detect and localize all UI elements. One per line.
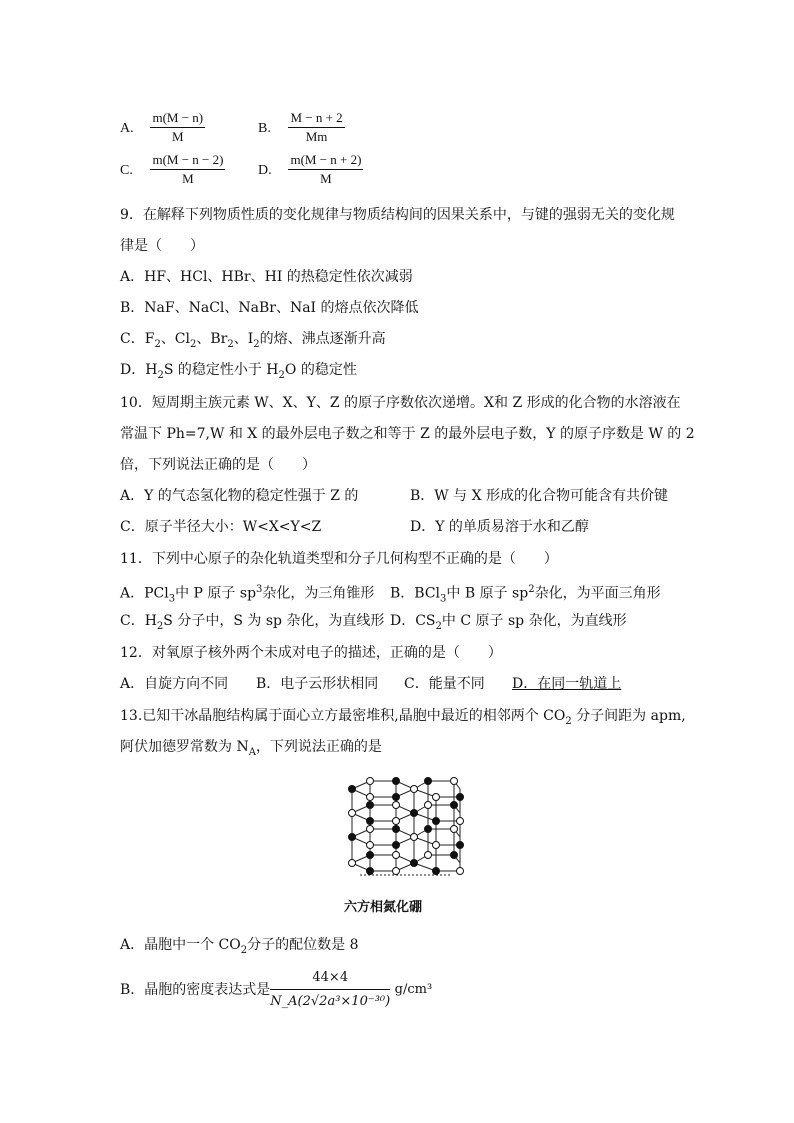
q9-c-sub: 2	[253, 338, 260, 350]
q11-c-text: S 分子中，S 为 sp 杂化，为直线形	[163, 613, 385, 629]
q9-option-d	[120, 360, 357, 386]
q13-stem-text: ，下列说法正确的是	[255, 739, 382, 755]
q8-c-numerator: m(M − n − 2)	[150, 152, 225, 170]
q13-option-a	[120, 935, 358, 961]
q8-d-denominator: M	[320, 171, 332, 186]
q9-option-a: A．HF、HCl、HBr、HI 的热稳定性依次减弱	[120, 269, 413, 285]
q11-d-text: 中 C 原子 sp 杂化，为直线形	[441, 613, 627, 629]
q13-a-text: A．晶胞中一个 CO	[120, 937, 241, 953]
q8-option-a-label: A.	[120, 120, 134, 136]
q8-option-d-label: D.	[258, 162, 272, 178]
figure-caption: 六方相氮化硼	[344, 900, 423, 915]
q11-a-text: 中 P 原子 sp	[175, 585, 257, 602]
q12-stem: 12．对氧原子核外两个未成对电子的描述，正确的是（ ）	[120, 645, 502, 661]
q10-option-d: D．Y 的单质易溶于水和乙醇	[410, 519, 589, 535]
q13-b-unit: g/cm³	[394, 982, 433, 997]
q9-stem-line1: 9．在解释下列物质性质的变化规律与物质结构间的因果关系中，与键的强弱无关的变化规	[120, 207, 675, 223]
q10-stem-line3: 倍，下列说法正确的是（ ）	[120, 457, 316, 473]
q8-a-numerator: m(M − n)	[150, 110, 205, 128]
q11-stem: 11．下列中心原子的杂化轨道类型和分子几何构型不正确的是（ ）	[120, 551, 558, 567]
q9-option-c	[120, 329, 386, 355]
q9-d-text: O 的稳定性	[284, 362, 357, 378]
q9-c-text: 、I	[233, 331, 254, 347]
q13-b-density-fraction	[270, 968, 390, 1012]
q8-option-b-fraction	[288, 110, 344, 145]
q12-d-text: D．在同一轨道上	[512, 676, 622, 692]
q13-option-b	[120, 968, 432, 1012]
q13-stem-text: 13.已知干冰晶胞结构属于面心立方最密堆积,晶胞中最近的相邻两个 CO	[120, 708, 566, 724]
q12-option-c: C．能量不同	[404, 676, 485, 692]
q10-option-c: C．原子半径大小：W<X<Y<Z	[120, 519, 322, 535]
q13-b-denominator: N_A(2√2a³×10⁻³⁰)	[270, 994, 391, 1009]
q9-stem-line2: 律是（ ）	[120, 238, 204, 254]
q12-option-d	[512, 674, 621, 694]
q10-option-b: B．W 与 X 形成的化合物可能含有共价键	[410, 488, 668, 504]
q13-stem-line1	[120, 706, 686, 732]
q11-a-text: 杂化，为三角锥形	[262, 585, 375, 602]
q13-stem-sub: 2	[565, 715, 572, 727]
q9-c-text: 、Cl	[160, 331, 191, 347]
q9-d-text: D．H	[120, 362, 158, 378]
q8-option-c	[120, 152, 225, 187]
q11-b-sup: 2	[528, 584, 535, 595]
q9-d-sub: 2	[278, 369, 285, 381]
q13-stem-text: 阿伏加德罗常数为 N	[120, 739, 249, 755]
q11-b-text: B．BCl	[390, 585, 441, 602]
q11-d-sub: 2	[435, 620, 442, 632]
q11-d-text: D．CS	[390, 613, 436, 629]
q12-option-a: A．自旋方向不同	[120, 676, 229, 692]
q9-c-text: 的熔、沸点逐渐升高	[259, 331, 386, 347]
q10-stem-line1: 10．短周期主族元素 W、X、Y、Z 的原子序数依次递增。X和 Z 形成的化合物的水溶液在	[120, 395, 681, 411]
q13-stem-sub: A	[248, 746, 256, 758]
q13-stem-text: 分子间距为 apm,	[571, 708, 686, 724]
q11-c-text: C．H	[120, 613, 157, 629]
q9-d-sub: 2	[157, 369, 164, 381]
q11-a-sub: 3	[168, 593, 176, 605]
q8-a-denominator: M	[172, 129, 184, 144]
q9-c-sub: 2	[190, 338, 197, 350]
q8-b-numerator: M − n + 2	[288, 110, 344, 128]
q8-option-a	[120, 110, 205, 145]
q11-option-b	[390, 580, 661, 609]
q9-option-b: B．NaF、NaCl、NaBr、NaI 的熔点依次降低	[120, 300, 419, 316]
q11-option-d	[390, 611, 627, 637]
q11-option-c	[120, 611, 384, 637]
q9-c-text: C．F	[120, 331, 155, 347]
q9-d-text: S 的稳定性小于 H	[163, 362, 279, 378]
q11-b-sub: 3	[440, 593, 447, 605]
q8-option-d	[258, 152, 363, 187]
q8-option-c-label: C.	[120, 162, 133, 178]
q10-option-a: A．Y 的气态氢化物的稳定性强于 Z 的	[120, 488, 359, 504]
q8-b-denominator: Mm	[305, 129, 328, 144]
q8-c-denominator: M	[182, 171, 194, 186]
q11-b-text: 杂化，为平面三角形	[534, 585, 661, 602]
q11-a-text: A．PCl	[120, 585, 169, 602]
q13-b-numerator: 44×4	[270, 968, 390, 990]
q13-a-sub: 2	[240, 944, 248, 956]
q13-stem-line2	[120, 737, 382, 763]
q13-a-text: 分子的配位数是 8	[247, 937, 359, 953]
q11-a-sup: 3	[256, 584, 263, 595]
q9-c-sub: 2	[154, 338, 161, 350]
q10-stem-line2: 常温下 Ph=7,W 和 X 的最外层电子数之和等于 Z 的最外层电子数，Y 的原子序数是 W 的 2	[120, 426, 695, 442]
q11-option-a	[120, 580, 374, 609]
q8-option-b	[258, 110, 345, 145]
q8-option-d-fraction	[288, 152, 363, 187]
q9-c-text: 、Br	[196, 331, 228, 347]
q13-b-text: B．晶胞的密度表达式是	[120, 982, 271, 998]
q8-option-c-fraction	[150, 152, 225, 187]
q12-option-b: B．电子云形状相同	[256, 676, 379, 692]
q8-d-numerator: m(M − n + 2)	[288, 152, 363, 170]
q9-c-sub: 2	[227, 338, 234, 350]
q8-option-b-label: B.	[258, 120, 271, 136]
q11-c-sub: 2	[156, 620, 164, 632]
q11-b-text: 中 B 原子 sp	[446, 585, 529, 602]
q8-option-a-fraction	[150, 110, 205, 145]
hexagonal-boron-nitride-figure	[340, 775, 468, 887]
